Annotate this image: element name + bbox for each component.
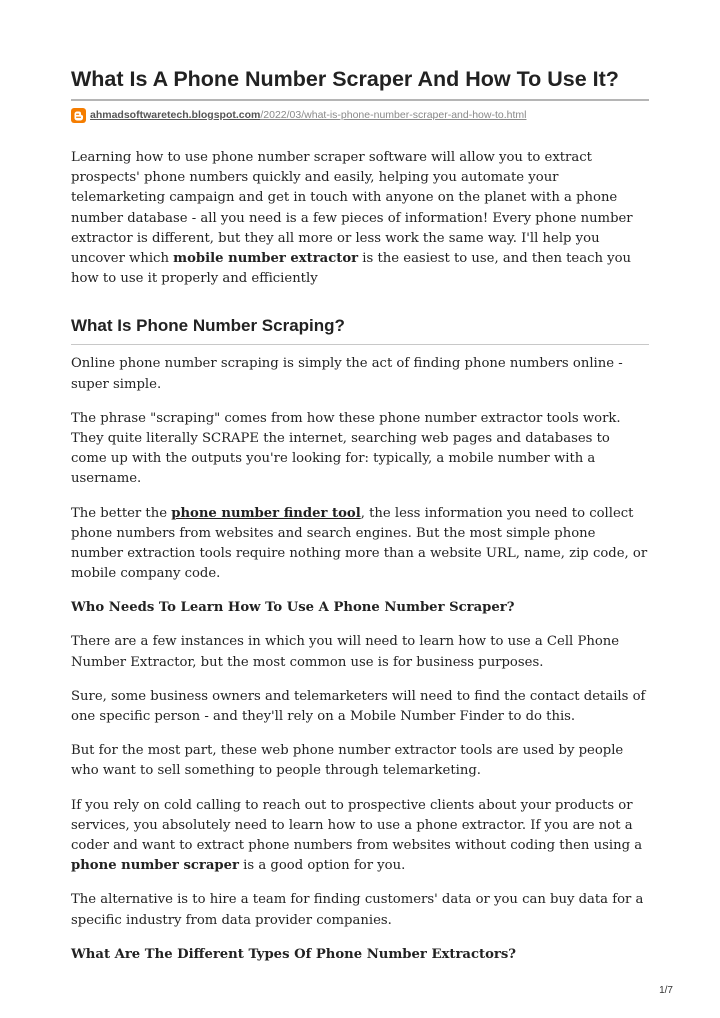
paragraph-text: , the less information you need to collect phone numbers from websites and search engines. But the most simple phone number extraction tools require nothing more than a website URL, name, zip code, or mobile company code. (71, 505, 648, 582)
intro-text: Learning how to use phone number scraper software will allow you to extract prospects' phone numbers quickly and easily, helping you automate your telemarketing campaign and get in touch with anyone on the planet with a phone number database - all you need is a few pieces of information! Every phone number extractor is different, but they all more or less work the same way. I'll help you uncover which (71, 150, 633, 267)
page-title: What Is A Phone Number Scraper And How To Use It? (71, 67, 619, 91)
mobile-number-extractor-bold: mobile number extractor (173, 251, 359, 267)
paragraph-text: The better the (71, 505, 172, 521)
paragraph: Sure, some business owners and telemarketers will need to find the contact details of one specific person - and they'll rely on a Mobile Number Finder to do this. (71, 688, 646, 725)
subheading-types: What Are The Different Types Of Phone Number Extractors? (71, 946, 516, 962)
title-divider (71, 99, 649, 101)
source-domain-link[interactable]: ahmadsoftwaretech.blogspot.com (90, 109, 261, 121)
paragraph (71, 504, 649, 585)
phone-number-finder-tool-link[interactable]: phone number finder tool (171, 505, 361, 521)
paragraph (71, 796, 649, 877)
section-divider (71, 344, 649, 345)
paragraph: There are a few instances in which you will need to learn how to use a Cell Phone Number Extractor, but the most common use is for business purposes. (71, 634, 620, 670)
paragraph-text: If you rely on cold calling to reach out to prospective clients about your products or services, you absolutely need to learn how to use a phone extractor. If you are not a coder and want to extract phone numbers from websites without coding then using a (71, 797, 643, 854)
paragraph: The alternative is to hire a team for finding customers' data or you can buy data for a specific industry from data provider companies. (71, 892, 644, 928)
subheading-who-needs: Who Needs To Learn How To Use A Phone Number Scraper? (71, 600, 515, 616)
blogger-icon (71, 108, 86, 123)
paragraph: The phrase "scraping" comes from how these phone number extractor tools work. They quite literally SCRAPE the internet, searching web pages and databases to come up with the outputs you're looking for: typically, a mobile number with a username. (71, 410, 621, 487)
paragraph: But for the most part, these web phone number extractor tools are used by people who want to sell something to people through telemarketing. (71, 743, 624, 779)
section-heading-scraping: What Is Phone Number Scraping? (71, 316, 345, 336)
paragraph-text: is a good option for you. (238, 858, 406, 874)
document-page (71, 64, 649, 965)
intro-paragraph (71, 148, 649, 289)
phone-number-scraper-bold: phone number scraper (71, 858, 239, 874)
paragraph: Online phone number scraping is simply the act of finding phone numbers online - super simple. (71, 356, 623, 392)
page-number: 1/7 (659, 985, 673, 996)
source-path-link[interactable]: /2022/03/what-is-phone-number-scraper-and-how-to.html (260, 109, 527, 121)
intro-text-end: is the easiest to use, and then teach you how to use it properly and efficiently (71, 251, 632, 287)
article-body (71, 148, 649, 965)
source-line (71, 106, 649, 124)
